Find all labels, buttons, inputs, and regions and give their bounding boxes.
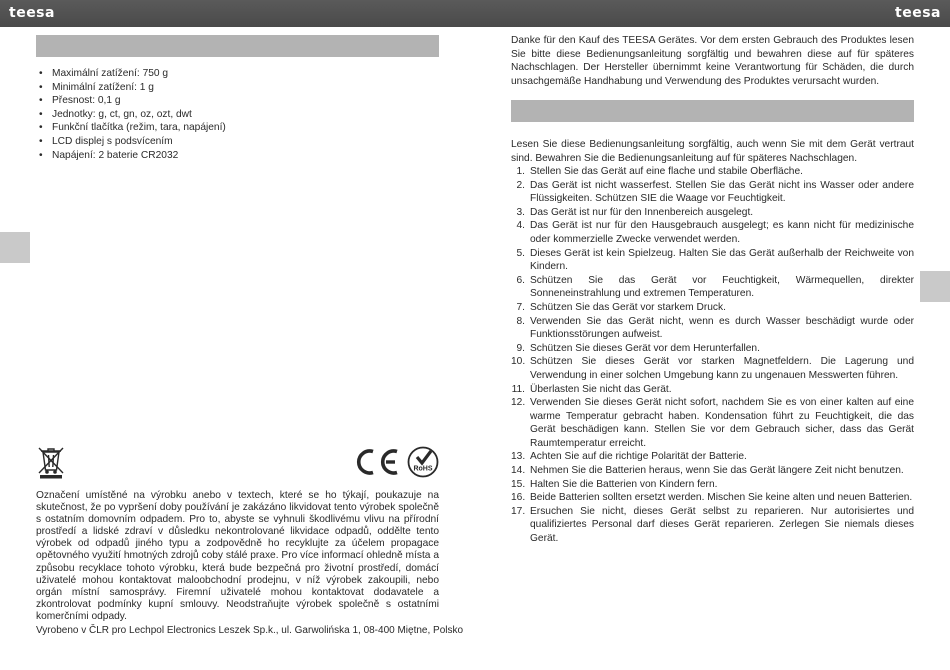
- list-item: 16. Beide Batterien sollten ersetzt werden. Mischen Sie keine alten und neuen Batterien.: [511, 492, 913, 504]
- ce-mark-icon: [353, 447, 401, 477]
- list-item: 14. Nehmen Sie die Batterien heraus, wenn Sie das Gerät längere Zeit nicht benutzen.: [511, 465, 904, 477]
- safety-instructions-list: [511, 165, 914, 546]
- list-item: 8. Verwenden Sie das Gerät nicht, wenn es durch Wasser beschädigt wurde oder Funktionsstörungen aufweist.: [516, 315, 914, 341]
- list-item: 4. Das Gerät ist nur für den Hausgebrauch ausgelegt; es kann nicht für medizinische oder kommerzielle Zwecke verwendet werden.: [516, 220, 914, 245]
- page-side-tab-right: [920, 271, 950, 302]
- rohs-label: RoHS: [413, 465, 433, 473]
- section-heading-bar-specs: [36, 35, 439, 57]
- manufacturer-info: Vyrobeno v ČLR pro Lechpol Electronics Leszek Sp.k., ul. Garwolińska 1, 08-400 Miętne, Polsko: [36, 625, 464, 636]
- header-bar: [0, 0, 950, 27]
- list-item: 9. Schützen Sie dieses Gerät vor dem Herunterfallen.: [516, 342, 760, 354]
- section-heading-bar-safety: [511, 100, 914, 122]
- spec-item: • Přesnost: 0,1 g: [36, 94, 436, 108]
- list-item: 3. Das Gerät ist nur für den Innenbereich ausgelegt.: [516, 206, 754, 218]
- list-item: 11. Überlasten Sie nicht das Gerät.: [511, 383, 672, 395]
- rohs-check-icon: [407, 446, 439, 478]
- weee-crossed-bin-icon: [36, 446, 66, 479]
- spec-item: • LCD displej s podsvícením: [36, 135, 436, 149]
- list-item: 6. Schützen Sie das Gerät vor Feuchtigkeit, Wärmequellen, direkter Sonneneinstrahlung und extremen Temperaturen.: [516, 274, 914, 300]
- rohs-badge: [407, 446, 439, 478]
- list-item: 7. Schützen Sie das Gerät vor starkem Druck.: [516, 301, 726, 313]
- spec-list: [36, 67, 436, 162]
- list-item: 10. Schützen Sie dieses Gerät vor starken Magnetfeldern. Die Lagerung und Verwendung in einer solchen Umgebung kann zu ungenauen Messwerten führen.: [511, 356, 914, 381]
- brand-logo-left: teesa: [9, 5, 55, 21]
- spec-item: • Funkční tlačítka (režim, tara, napájení): [36, 121, 436, 135]
- page-side-tab-left: [0, 232, 30, 263]
- spec-item: • Maximální zatížení: 750 g: [36, 67, 436, 81]
- safety-intro-paragraph: Lesen Sie diese Bedienungsanleitung sorgfältig, auch wenn Sie mit dem Gerät vertraut sind. Bewahren Sie die Bedienungsanleitung auf für späteres Nachschlagen.: [511, 139, 914, 164]
- list-item: 17. Ersuchen Sie nicht, dieses Gerät selbst zu reparieren. Nur autorisiertes und qualifiziertes Personal darf dieses Gerät reparieren. Zerlegen Sie niemals dieses Gerät.: [511, 505, 914, 545]
- spec-item: • Jednotky: g, ct, gn, oz, ozt, dwt: [36, 108, 436, 122]
- list-item: 12. Verwenden Sie dieses Gerät nicht sofort, nachdem Sie es von einer kalten auf eine warme Temperatur gebracht haben. Kondensation führt zu Feuchtigkeit, die das Gerät beschädigen kann. Stellen Sie vor dem Gebrauch sicher, dass das Gerät Raumtemperatur erreicht.: [511, 397, 914, 449]
- intro-paragraph: Danke für den Kauf des TEESA Gerätes. Vor dem ersten Gebrauch des Produktes lesen Sie bitte diese Bedienungsanleitung sorgfältig und bewahren diese auf für späteres Nachschlagen. Der Hersteller übernimmt keine Verantwortung für Schäden, die durch unsachgemäße Handhabung und Verwendung des Produktes verursacht wurden.: [511, 35, 914, 87]
- weee-disposal-notice: Označení umístěné na výrobku anebo v textech, které se ho týkají, poukazuje na skutečnost, že po vypršení doby používání je zakázáno likvidovat tento výrobek společně s ostatním domovním odpadem. Pro to, abyste se vyhnuli škodlivému vlivu na přírodní prostředí a lidské zdraví v důsledku nekontrolované likvidace odpadů, oddělte tento výrobek od odpadů jiného typu a zodpovědně ho recyklujte za účelem propagace opětovného využití hmotných zdrojů coby stálé praxe. Pro více informací ohledně místa a způsobu recyklace tohoto výrobku, která bude bezpečná pro životní prostředí, domácí uživatelé mohou kontaktovat maloobchodní prodejnu, v níž výrobek zakoupili, nebo orgán místní samosprávy. Firemní uživatelé mohou kontaktovat dodavatele a zkontrolovat podmínky kupní smlouvy. Neodstraňujte výrobek společně s ostatními komerčními odpady.: [36, 490, 439, 622]
- list-item: 1. Stellen Sie das Gerät auf eine flache und stabile Oberfläche.: [516, 166, 803, 177]
- list-item: 2. Das Gerät ist nicht wasserfest. Stellen Sie das Gerät nicht ins Wasser oder andere Flüssigkeiten. Schützen SIE die Waage vor Feuchtigkeit.: [516, 179, 914, 205]
- spec-item: • Minimální zatížení: 1 g: [36, 81, 436, 95]
- brand-logo-right: teesa: [895, 5, 941, 21]
- spec-item: • Napájení: 2 baterie CR2032: [36, 149, 436, 163]
- list-item: 13. Achten Sie auf die richtige Polarität der Batterie.: [511, 451, 747, 463]
- list-item: 15. Halten Sie die Batterien von Kindern fern.: [511, 478, 718, 490]
- list-item: 5. Dieses Gerät ist kein Spielzeug. Halten Sie das Gerät außerhalb der Reichweite von Kindern.: [516, 247, 914, 273]
